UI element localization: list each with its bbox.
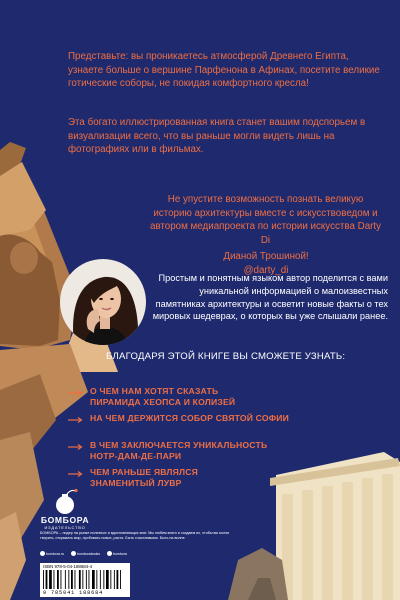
feature-item [68,440,398,463]
vk-icon [71,551,76,556]
author-portrait [60,259,146,345]
feature-line: НА ЧЕМ ДЕРЖИТСЯ СОБОР СВЯТОЙ СОФИИ [90,413,290,423]
about-book-text: Простым и понятным языком автор поделится с вами уникальной информацией о малоизвестных памятниках архитектуры и осветит новые факты о тех мировых шедеврах, о которых вы уже слышали ранее. [152,273,388,322]
feature-line: НОТР-ДАМ-ДЕ-ПАРИ [90,450,182,461]
barcode-bars [43,570,127,589]
feature-item [68,413,398,436]
social-link[interactable]: bombora.ru [40,551,64,557]
arrow-right-icon [68,471,83,477]
telegram-icon [107,551,112,556]
feature-line: О ЧЕМ НАМ ХОТЯТ СКАЗАТЬ [90,386,219,396]
arrow-right-icon [68,417,83,423]
features-list [68,386,398,494]
feature-item [68,467,398,490]
feature-line: В ЧЕМ ЗАКЛЮЧАЕТСЯ УНИКАЛЬНОСТЬ [90,440,268,450]
learn-heading: БЛАГОДАРЯ ЭТОЙ КНИГЕ ВЫ СМОЖЕТЕ УЗНАТЬ: [106,351,346,362]
intro-paragraph-1: Представьте: вы проникаетесь атмосферой Древнего Египта, узнаете больше о вершине Парфенона в Афинах, посетите великие готические соборы, не покидая комфортного кресла! [68,51,380,90]
publisher-logo [40,487,90,530]
feature-line: ПИРАМИДА ХЕОПСА И КОЛИЗЕЙ [90,396,236,407]
publisher-name: БОМБОРА [40,515,90,525]
social-link[interactable]: bomborabooks [71,551,100,557]
barcode [40,563,130,597]
author-handle: @darty_di [243,264,289,276]
arrow-right-icon [68,444,83,450]
arrow-right-icon [68,390,83,396]
author-name: Дианой Трошиной! [223,251,309,262]
publisher-about: БОМБОРА – лидер на рынке полезных и вдохновляющих книг. Мы любим книги и создаем их, чтобы вы могли творить, открывать мир, пробовать новое, расти. Быть счастливыми. Быть на волне. [40,531,230,541]
bomb-icon [40,487,90,517]
globe-icon [40,551,45,556]
feature-line: ЗНАМЕНИТЫЙ ЛУВР [90,477,182,488]
social-link[interactable]: bombora [107,551,127,557]
publisher-subtitle: ИЗДАТЕЛЬСТВО [44,525,86,530]
feature-item [68,386,398,409]
intro-paragraph-2: Эта богато иллюстрированная книга станет вашим подспорьем в визуализации всего, что вы раньше могли видеть лишь на фотографиях или в фильмах. [68,117,366,156]
barcode-number: 9 785041 188684 [43,590,104,596]
isbn-label: ISBN 978-5-04-188684-4 [43,564,93,569]
intro-paragraph-3: Не упустите возможность познать великую историю архитектуры вместе с искусствоведом и автором медиапроекта по истории искусства Darty Di [149,194,382,246]
feature-line: ЧЕМ РАНЬШЕ ЯВЛЯЛСЯ [90,467,199,477]
publisher-socials [40,551,190,559]
